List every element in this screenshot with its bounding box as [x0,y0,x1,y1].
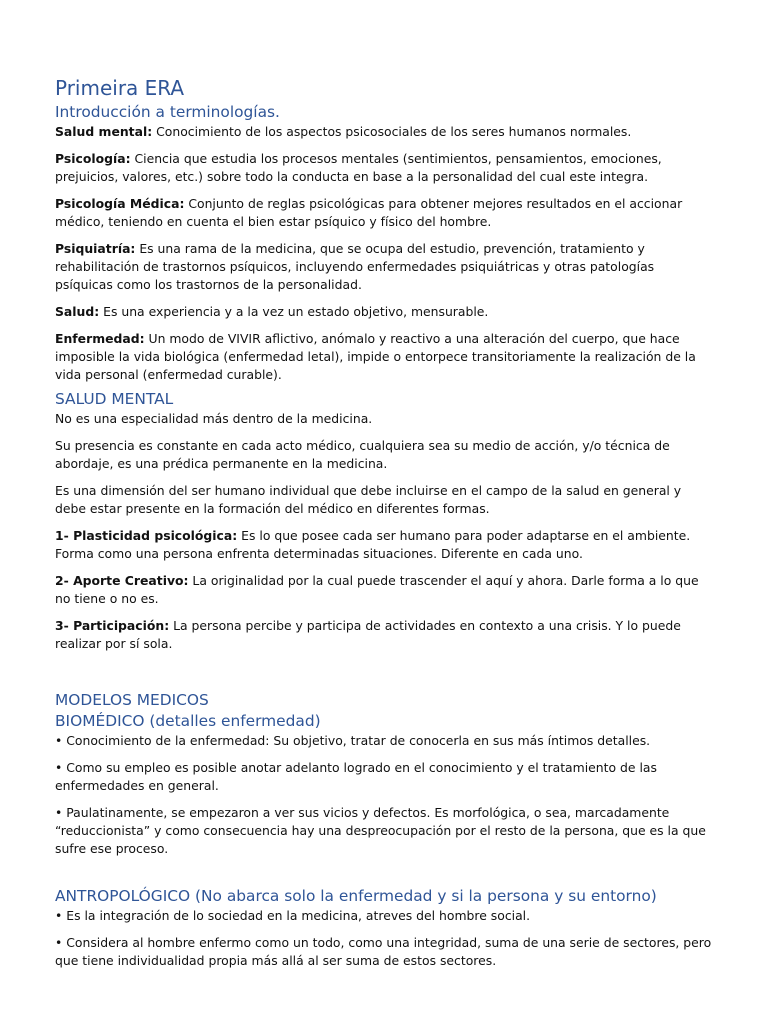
item-term: 2- Aporte Creativo: [55,573,189,588]
definition-term: Salud: [55,304,100,319]
definition-paragraph [55,303,715,321]
definition-paragraph [55,195,715,231]
item-term: 1- Plasticidad psicológica: [55,528,238,543]
intro-heading: Introducción a terminologías. [55,103,280,121]
definition-paragraph [55,150,715,186]
definition-text: Un modo de VIVIR aflictivo, anómalo y reactivo a una alteración del cuerpo, que hace imposible la vida biológica (enfermedad letal), impide o entorpece transitoriamente la realización de la vida personal (enfermedad curable). [55,331,696,382]
body-paragraph: No es una especialidad más dentro de la medicina. [55,411,373,426]
document-page [55,74,715,979]
definition-text: Ciencia que estudia los procesos mentales (sentimientos, pensamientos, emociones, prejuicios, valores, etc.) sobre todo la conducta en base a la personalidad del cual este integra. [55,151,662,184]
definition-text: Es una experiencia y a la vez un estado objetivo, mensurable. [99,304,489,319]
bullet-item: • Considera al hombre enfermo como un todo, como una integridad, suma de una serie de sectores, pero que tiene individualidad propia más allá al ser suma de estos sectores. [55,935,712,968]
item-text: Es lo que posee cada ser humano para poder adaptarse en el ambiente. Forma como una persona enfrenta determinadas situaciones. Diferente en cada uno. [55,528,691,561]
item-term: 3- Participación: [55,618,170,633]
definition-paragraph [55,123,715,141]
numbered-item [55,617,715,653]
bullet-item: • Como su empleo es posible anotar adelanto logrado en el conocimiento y el tratamiento de las enfermedades en general. [55,760,657,793]
antropologico-heading: ANTROPOLÓGICO (No abarca solo la enfermedad y si la persona y su entorno) [55,887,657,905]
definition-term: Psicología Médica: [55,196,185,211]
item-text: La persona percibe y participa de actividades en contexto a una crisis. Y lo puede realizar por sí sola. [55,618,681,651]
salud-mental-heading: SALUD MENTAL [55,390,174,408]
definition-text: Conocimiento de los aspectos psicosociales de los seres humanos normales. [152,124,632,139]
modelos-heading: MODELOS MEDICOS [55,691,209,709]
item-text: La originalidad por la cual puede trascender el aquí y ahora. Darle forma a lo que no tiene o no es. [55,573,699,606]
definition-term: Enfermedad: [55,331,145,346]
definition-text: Conjunto de reglas psicológicas para obtener mejores resultados en el accionar médico, teniendo en cuenta el bien estar psíquico y físico del hombre. [55,196,683,229]
definition-text: Es una rama de la medicina, que se ocupa del estudio, prevención, tratamiento y rehabilitación de trastornos psíquicos, incluyendo enfermedades psiquiátricas y otras patologías psíquicas como los trastornos de la personalidad. [55,241,655,292]
numbered-item [55,527,715,563]
body-paragraph: Su presencia es constante en cada acto médico, cualquiera sea su medio de acción, y/o técnica de abordaje, es una prédica permanente en la medicina. [55,438,670,471]
bullet-item: • Conocimiento de la enfermedad: Su objetivo, tratar de conocerla en sus más íntimos detalles. [55,733,651,748]
spacer [55,662,715,690]
bullet-item: • Paulatinamente, se empezaron a ver sus vicios y defectos. Es morfológica, o sea, marcadamente “reduccionista” y como consecuencia hay una despreocupación por el resto de la persona, que es la que sufre ese proceso. [55,805,706,856]
definition-paragraph [55,240,715,294]
definition-term: Salud mental: [55,124,153,139]
definition-paragraph [55,330,715,384]
document-title: Primeira ERA [55,76,185,100]
body-paragraph: Es una dimensión del ser humano individual que debe incluirse en el campo de la salud en general y debe estar presente en la formación del médico en diferentes formas. [55,483,682,516]
bullet-item: • Es la integración de lo sociedad en la medicina, atreves del hombre social. [55,908,531,923]
spacer [55,867,715,886]
definition-term: Psicología: [55,151,131,166]
numbered-item [55,572,715,608]
definition-term: Psiquiatría: [55,241,136,256]
biomedico-heading: BIOMÉDICO (detalles enfermedad) [55,712,321,730]
